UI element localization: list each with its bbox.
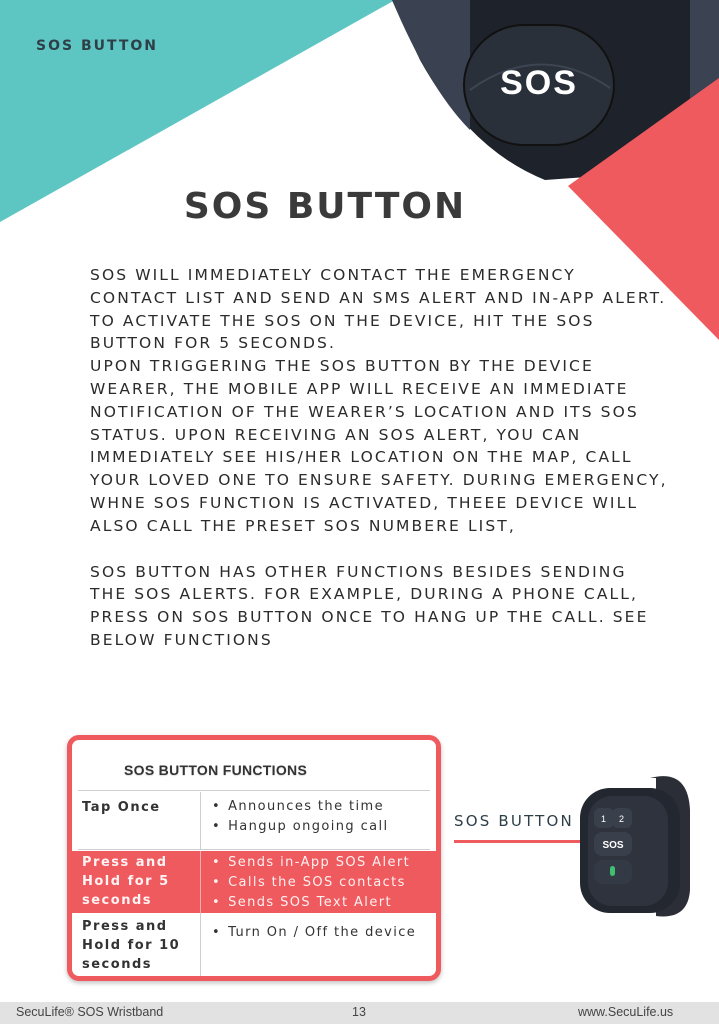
wristband-image (560, 770, 710, 930)
table-row (72, 913, 436, 981)
table-title: SOS BUTTON FUNCTIONS (124, 762, 308, 778)
action-cell: Press and Hold for 5 seconds (82, 855, 170, 908)
body-text (90, 264, 670, 652)
body-paragraph: UPON TRIGGERING THE SOS BUTTON BY THE DEVICE WEARER, THE MOBILE APP WILL RECEIVE AN IMMEDIATE NOTIFICATION OF THE WEARER’S LOCATION AND ITS SOS STATUS. UPON RECEIVING AN SOS ALERT, YOU CAN IMMEDIATELY SEE HIS/HER LOCATION ON THE MAP, CALL YOUR LOVED ONE TO ENSURE SAFETY. DURING EMERGENCY, WHNE SOS FUNCTION IS ACTIVATED, THEEE DEVICE WILL ALSO CALL THE PRESET SOS NUMBERE LIST, (90, 357, 668, 535)
function-item: • Announces the time (212, 797, 389, 817)
action-cell: Tap Once (82, 800, 161, 815)
page-number: 13 (352, 1005, 366, 1019)
page-title: SOS BUTTON (183, 186, 467, 227)
svg-text:1: 1 (601, 814, 607, 824)
function-list (212, 923, 416, 943)
mic-icon (610, 866, 615, 876)
footer-product-name: SecuLife® SOS Wristband (16, 1005, 164, 1019)
device-top-sos-text: SOS (500, 64, 578, 102)
function-item: • Sends SOS Text Alert (212, 893, 410, 913)
svg-text:SOS: SOS (602, 840, 624, 851)
function-item: • Calls the SOS contacts (212, 873, 410, 893)
footer-website: www.SecuLife.us (578, 1005, 674, 1019)
body-paragraph: TO ACTIVATE THE SOS ON THE DEVICE, HIT THE SOS BUTTON FOR 5 SECONDS. (90, 311, 595, 353)
body-paragraph: SOS BUTTON HAS OTHER FUNCTIONS BESIDES SENDING THE SOS ALERTS. FOR EXAMPLE, DURING A PHONE CALL, PRESS ON SOS BUTTON ONCE TO HANG UP THE CALL. SEE BELOW FUNCTIONS (90, 562, 649, 649)
functions-table (67, 735, 441, 981)
function-item: • Hangup ongoing call (212, 817, 389, 837)
body-paragraph: SOS WILL IMMEDIATELY CONTACT THE EMERGENCY CONTACT LIST AND SEND AN SMS ALERT AND IN-APP ALERT. (90, 266, 667, 307)
function-item: • Turn On / Off the device (212, 923, 416, 943)
header-label: SOS BUTTON (36, 38, 159, 54)
function-item: • Sends in-App SOS Alert (212, 853, 410, 873)
table-row-highlighted (72, 851, 436, 913)
function-list (212, 853, 410, 913)
table-row (72, 792, 436, 849)
svg-text:2: 2 (619, 814, 625, 824)
function-list (212, 797, 389, 837)
action-cell: Press and Hold for 10 seconds (82, 919, 181, 972)
sos-button-callout-label: SOS BUTTON (454, 812, 574, 830)
